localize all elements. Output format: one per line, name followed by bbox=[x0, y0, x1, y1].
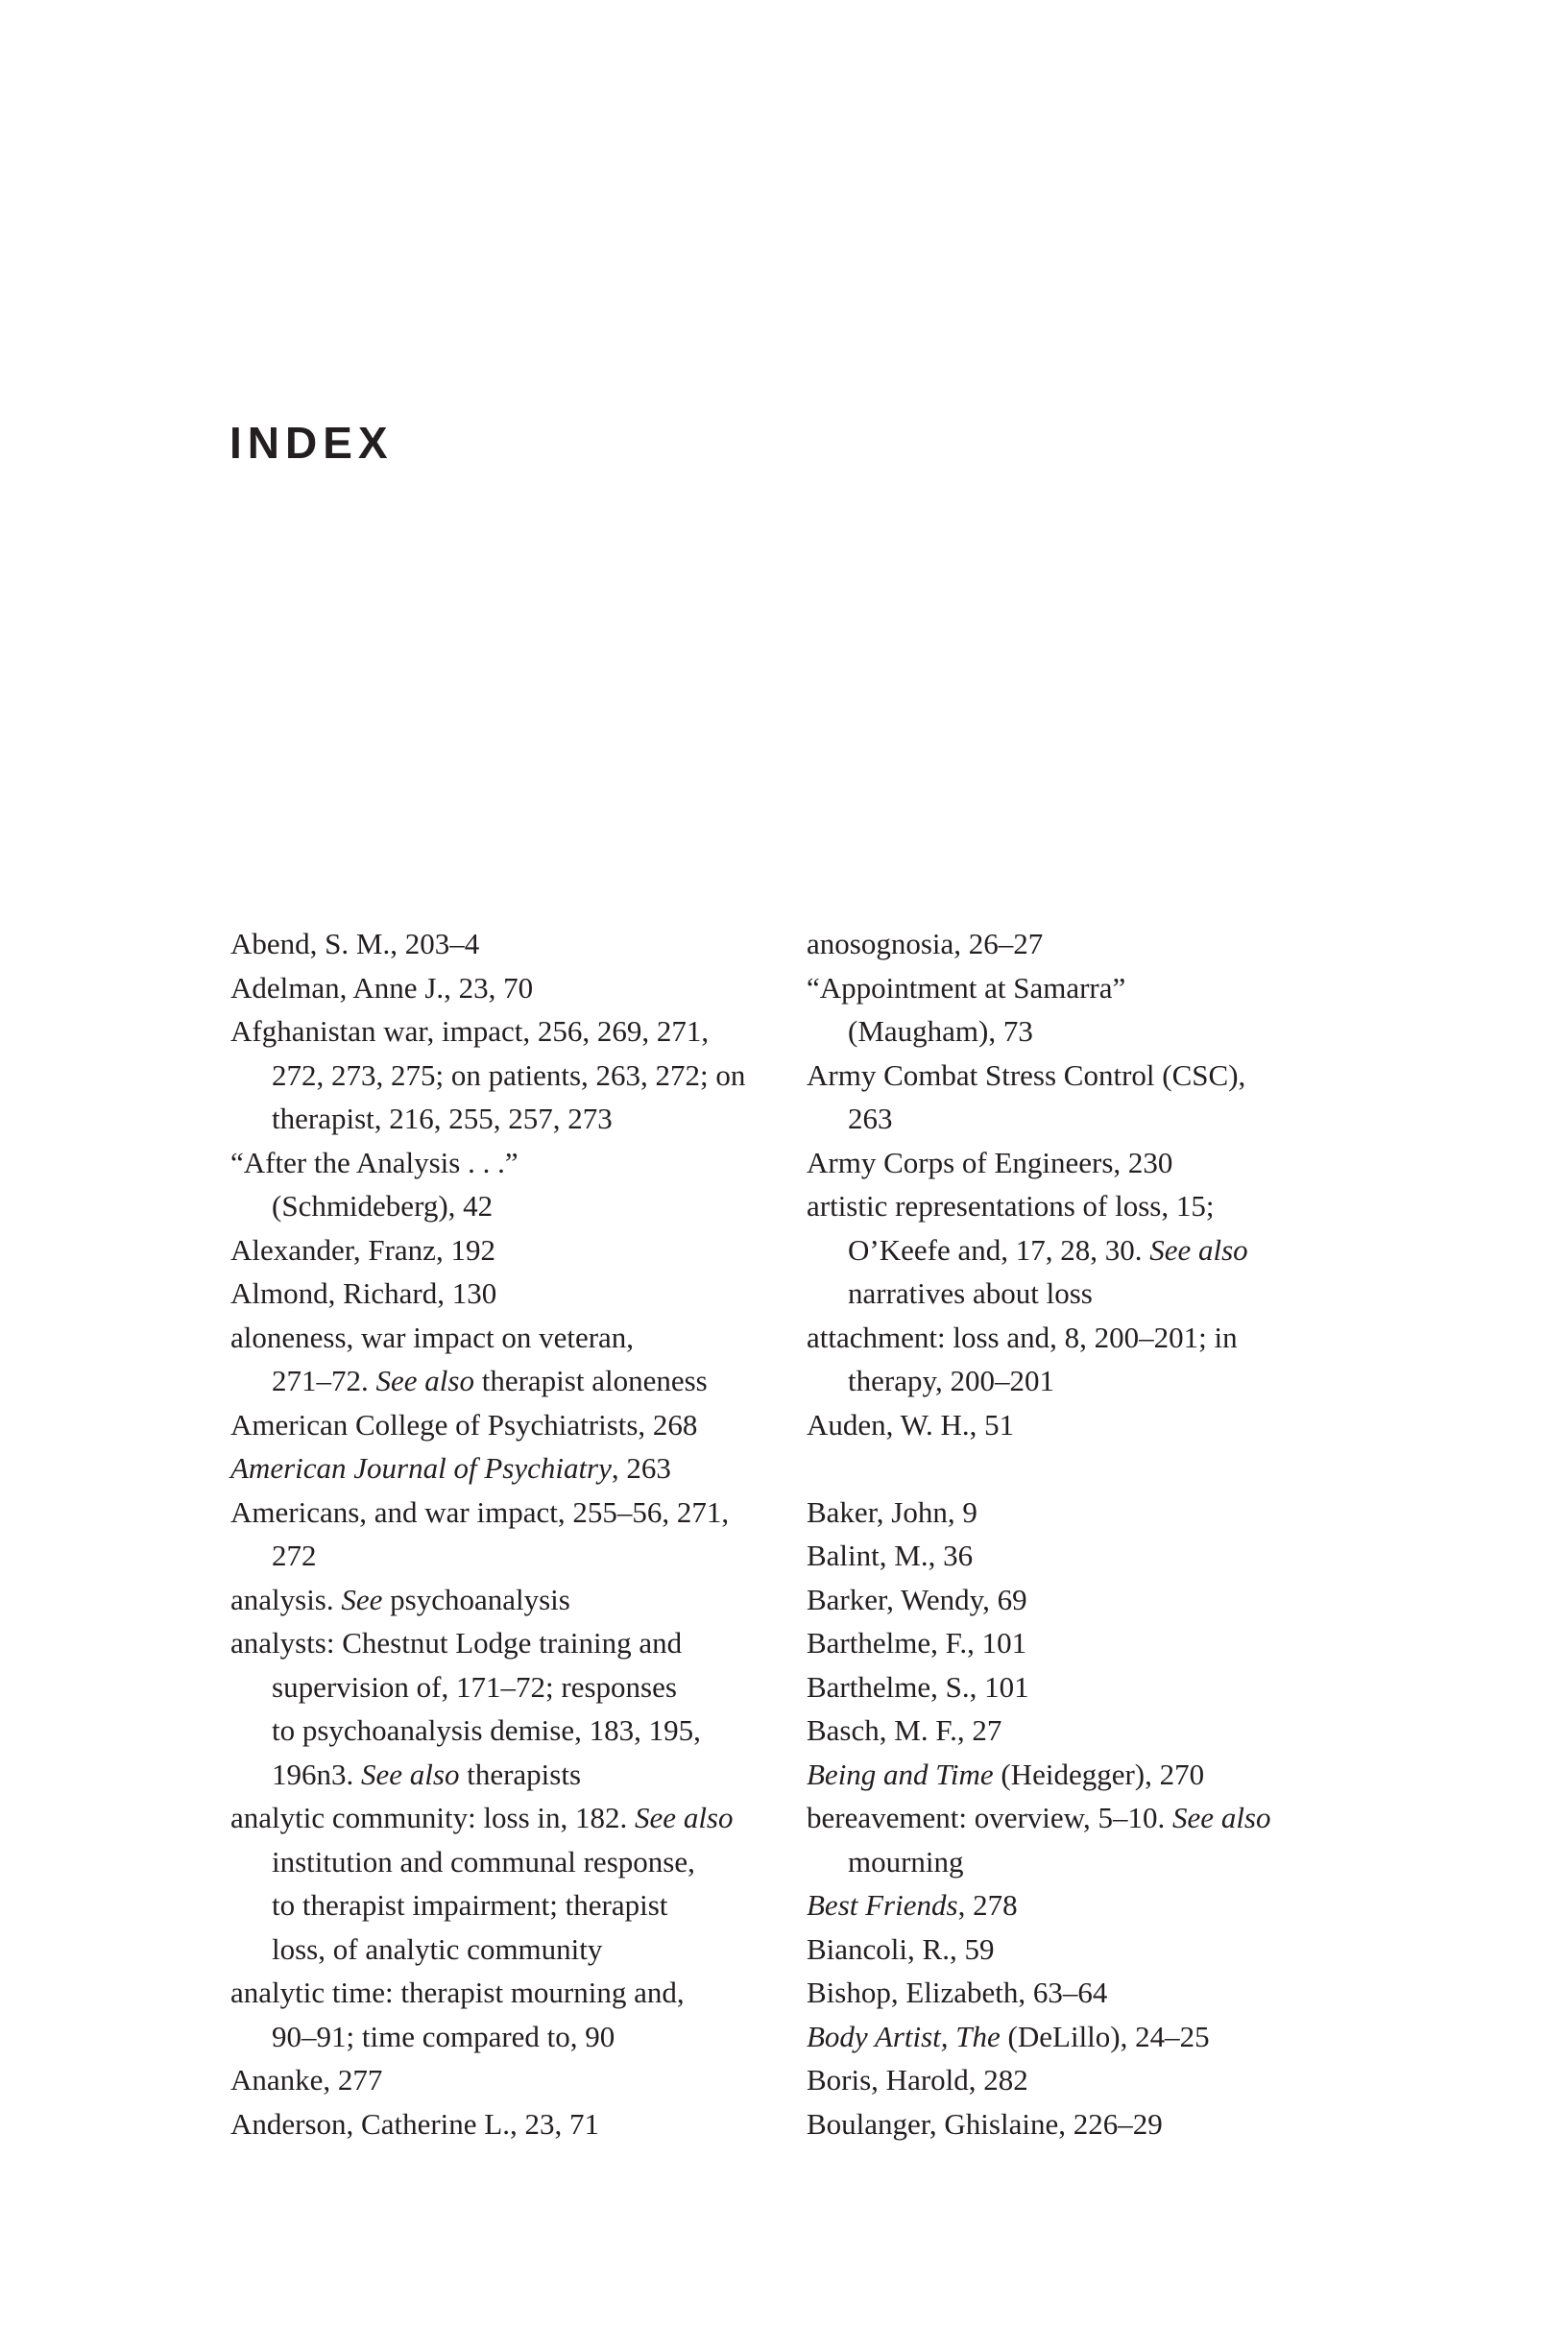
page-title: INDEX bbox=[229, 418, 394, 468]
index-entry-line bbox=[230, 2015, 783, 2059]
index-entry-line bbox=[807, 1359, 1359, 1403]
index-entry-line bbox=[807, 1403, 1359, 1447]
text-run: analytic time: therapist mourning and, bbox=[230, 1976, 685, 2009]
text-run: , 278 bbox=[957, 1888, 1018, 1922]
index-entry-line bbox=[230, 1316, 783, 1360]
text-run: psychoanalysis bbox=[382, 1582, 570, 1616]
index-entry-line bbox=[807, 2058, 1359, 2102]
text-run: O’Keefe and, 17, 28, 30. bbox=[848, 1232, 1150, 1267]
index-entry-line bbox=[230, 1840, 783, 1884]
text-run: 271–72. bbox=[272, 1364, 376, 1397]
italic-text-run: See also bbox=[361, 1757, 460, 1791]
index-entry-line bbox=[230, 1228, 783, 1273]
text-run: 272 bbox=[272, 1539, 317, 1572]
index-entry-line bbox=[230, 1709, 783, 1753]
text-run: Boulanger, Ghislaine, 226–29 bbox=[807, 2106, 1163, 2141]
index-entry-line bbox=[230, 1665, 783, 1709]
text-run: Auden, W. H., 51 bbox=[807, 1407, 1015, 1442]
text-run: analytic community: loss in, 182. bbox=[230, 1801, 636, 1834]
text-run: analysts: Chestnut Lodge training and bbox=[230, 1626, 683, 1660]
text-run: to therapist impairment; therapist bbox=[272, 1888, 668, 1922]
text-run: 272, 273, 275; on patients, 263, 272; on bbox=[272, 1057, 746, 1092]
index-entry-line bbox=[230, 1534, 783, 1578]
text-run: “Appointment at Samarra” bbox=[807, 970, 1126, 1005]
italic-text-run: Body Artist, The bbox=[807, 2019, 1001, 2053]
italic-text-run: American Journal of Psychiatry bbox=[230, 1451, 612, 1485]
text-run: Baker, John, 9 bbox=[807, 1494, 977, 1529]
index-entry-line bbox=[807, 1316, 1359, 1360]
index-entry-line bbox=[807, 2015, 1359, 2059]
text-run: narratives about loss bbox=[848, 1276, 1093, 1310]
index-entry-line bbox=[230, 1009, 783, 1054]
blank-line bbox=[807, 1446, 1359, 1491]
index-entry-line bbox=[807, 1971, 1359, 2015]
index-entry-line bbox=[807, 1578, 1359, 1622]
index-entry-line bbox=[807, 1709, 1359, 1753]
index-entry-line bbox=[807, 1054, 1359, 1098]
text-run: 90–91; time compared to, 90 bbox=[272, 2019, 615, 2053]
text-run: Anderson, Catherine L., 23, 71 bbox=[230, 2106, 599, 2141]
index-entry-line bbox=[807, 1883, 1359, 1928]
italic-text-run: See also bbox=[1149, 1232, 1248, 1267]
index-entry-line bbox=[230, 1491, 783, 1535]
text-run: Balint, M., 36 bbox=[807, 1539, 974, 1572]
index-entry-line bbox=[230, 1272, 783, 1316]
text-run: Army Combat Stress Control (CSC), bbox=[807, 1057, 1246, 1092]
index-entry-line bbox=[230, 1928, 783, 1972]
index-entry-line bbox=[230, 1796, 783, 1840]
index-entry-line bbox=[807, 922, 1359, 966]
text-run: American College of Psychiatrists, 268 bbox=[230, 1407, 698, 1442]
text-run: mourning bbox=[848, 1844, 964, 1879]
text-run: (Schmideberg), 42 bbox=[272, 1189, 494, 1223]
text-run: therapist aloneness bbox=[473, 1364, 708, 1397]
text-run: therapy, 200–201 bbox=[848, 1364, 1054, 1397]
index-entry-line bbox=[807, 1141, 1359, 1185]
italic-text-run: See also bbox=[635, 1801, 734, 1834]
text-run: therapists bbox=[459, 1757, 582, 1791]
text-run: institution and communal response, bbox=[272, 1844, 695, 1879]
index-entry-line bbox=[230, 1883, 783, 1928]
index-entry-line bbox=[230, 2058, 783, 2102]
text-run: Barker, Wendy, 69 bbox=[807, 1582, 1027, 1616]
text-run: therapist, 216, 255, 257, 273 bbox=[272, 1102, 613, 1135]
index-entry-line bbox=[807, 1272, 1359, 1316]
index-entry-line bbox=[230, 1753, 783, 1797]
index-entry-line bbox=[807, 1840, 1359, 1884]
text-run: Bishop, Elizabeth, 63–64 bbox=[807, 1976, 1108, 2009]
text-run: Afghanistan war, impact, 256, 269, 271, bbox=[230, 1014, 710, 1048]
index-entry-line bbox=[807, 1534, 1359, 1578]
index-entry-line bbox=[230, 1141, 783, 1185]
text-run: Adelman, Anne J., 23, 70 bbox=[230, 970, 534, 1005]
index-entry-line bbox=[230, 1621, 783, 1665]
text-run: (Maugham), 73 bbox=[848, 1014, 1033, 1048]
text-run: supervision of, 171–72; responses bbox=[272, 1669, 677, 1704]
text-run: 263 bbox=[848, 1102, 893, 1135]
text-run: attachment: loss and, 8, 200–201; in bbox=[807, 1320, 1238, 1354]
index-entry-line bbox=[230, 1403, 783, 1447]
index-entry-line bbox=[807, 2102, 1359, 2146]
text-run: Alexander, Franz, 192 bbox=[230, 1232, 495, 1267]
text-run: Army Corps of Engineers, 230 bbox=[807, 1145, 1173, 1179]
index-entry-line bbox=[807, 1097, 1359, 1141]
index-entry-line bbox=[807, 1228, 1359, 1273]
text-run: anosognosia, 26–27 bbox=[807, 927, 1044, 960]
index-entry-line bbox=[230, 1971, 783, 2015]
index-entry-line bbox=[230, 966, 783, 1010]
text-run: Abend, S. M., 203–4 bbox=[230, 927, 480, 960]
text-run: Ananke, 277 bbox=[230, 2063, 383, 2097]
text-run: analysis. bbox=[230, 1582, 342, 1616]
italic-text-run: See bbox=[341, 1582, 383, 1616]
text-run: (DeLillo), 24–25 bbox=[1000, 2019, 1210, 2053]
italic-text-run: Being and Time bbox=[807, 1757, 994, 1791]
text-run: , 263 bbox=[611, 1451, 671, 1485]
index-entry-line bbox=[230, 1054, 783, 1098]
index-entry-line bbox=[230, 1578, 783, 1622]
text-run: artistic representations of loss, 15; bbox=[807, 1189, 1215, 1223]
italic-text-run: See also bbox=[1172, 1801, 1271, 1834]
index-entry-line bbox=[807, 1753, 1359, 1797]
index-entry-line bbox=[807, 1928, 1359, 1972]
index-entry-line bbox=[807, 1621, 1359, 1665]
text-run: Basch, M. F., 27 bbox=[807, 1713, 1002, 1747]
text-run: Almond, Richard, 130 bbox=[230, 1276, 497, 1310]
index-entry-line bbox=[807, 1009, 1359, 1054]
text-run: Barthelme, S., 101 bbox=[807, 1669, 1029, 1704]
text-run: Boris, Harold, 282 bbox=[807, 2063, 1028, 2097]
text-run: 196n3. bbox=[272, 1757, 361, 1791]
index-entry-line bbox=[230, 922, 783, 966]
text-run: Biancoli, R., 59 bbox=[807, 1931, 995, 1966]
text-run: to psychoanalysis demise, 183, 195, bbox=[272, 1713, 701, 1747]
text-run: “After the Analysis . . .” bbox=[230, 1145, 519, 1179]
index-entry-line bbox=[230, 1184, 783, 1228]
index-entry-line bbox=[230, 1359, 783, 1403]
index-entry-line bbox=[807, 966, 1359, 1010]
text-run: Americans, and war impact, 255–56, 271, bbox=[230, 1494, 730, 1529]
index-entry-line bbox=[807, 1184, 1359, 1228]
index-column-right bbox=[807, 922, 1359, 2146]
italic-text-run: See also bbox=[375, 1364, 474, 1397]
index-entry-line bbox=[230, 1097, 783, 1141]
text-run: (Heidegger), 270 bbox=[993, 1757, 1205, 1791]
index-entry-line bbox=[807, 1665, 1359, 1709]
text-run: Barthelme, F., 101 bbox=[807, 1626, 1027, 1660]
index-entry-line bbox=[807, 1796, 1359, 1840]
index-entry-line bbox=[807, 1491, 1359, 1535]
text-run: bereavement: overview, 5–10. bbox=[807, 1801, 1173, 1834]
text-run: aloneness, war impact on veteran, bbox=[230, 1320, 635, 1354]
index-entry-line bbox=[230, 2102, 783, 2146]
index-column-left bbox=[230, 922, 783, 2146]
index-entry-line bbox=[230, 1446, 783, 1491]
italic-text-run: Best Friends bbox=[807, 1888, 958, 1922]
text-run: loss, of analytic community bbox=[272, 1931, 603, 1966]
